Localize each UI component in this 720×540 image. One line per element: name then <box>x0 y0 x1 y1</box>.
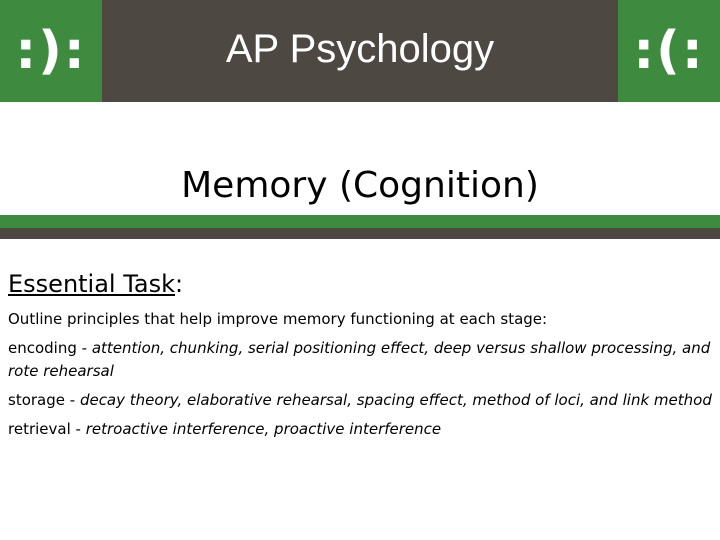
header-band <box>0 0 720 102</box>
stage-details: decay theory, elaborative rehearsal, spacing effect, method of loci, and link method <box>79 391 712 409</box>
divider-green <box>0 215 720 228</box>
task-heading-colon: : <box>175 270 184 298</box>
stage-details: attention, chunking, serial positioning effect, deep versus shallow processing, and rote rehearsal <box>8 339 711 380</box>
task-heading <box>8 264 713 304</box>
stage-separator: - <box>64 391 80 409</box>
stage-encoding <box>8 337 713 383</box>
stage-name: retrieval <box>8 420 71 438</box>
divider-gray <box>0 228 720 239</box>
stage-details: retroactive interference, proactive interference <box>85 420 442 438</box>
stage-separator: - <box>70 420 86 438</box>
stage-retrieval <box>8 418 713 441</box>
smiley-logo-left: :): <box>0 0 102 102</box>
stage-name: storage <box>8 391 65 409</box>
stage-separator: - <box>76 339 92 357</box>
stage-storage <box>8 389 713 412</box>
slide-title: Memory (Cognition) <box>181 165 539 206</box>
stage-name: encoding <box>8 339 77 357</box>
frown-logo-right: :(: <box>618 0 720 102</box>
task-heading-label: Essential Task <box>8 270 176 298</box>
slide-content <box>8 264 713 447</box>
course-title: AP Psychology <box>225 27 495 71</box>
task-intro: Outline principles that help improve memory functioning at each stage: <box>8 310 548 328</box>
